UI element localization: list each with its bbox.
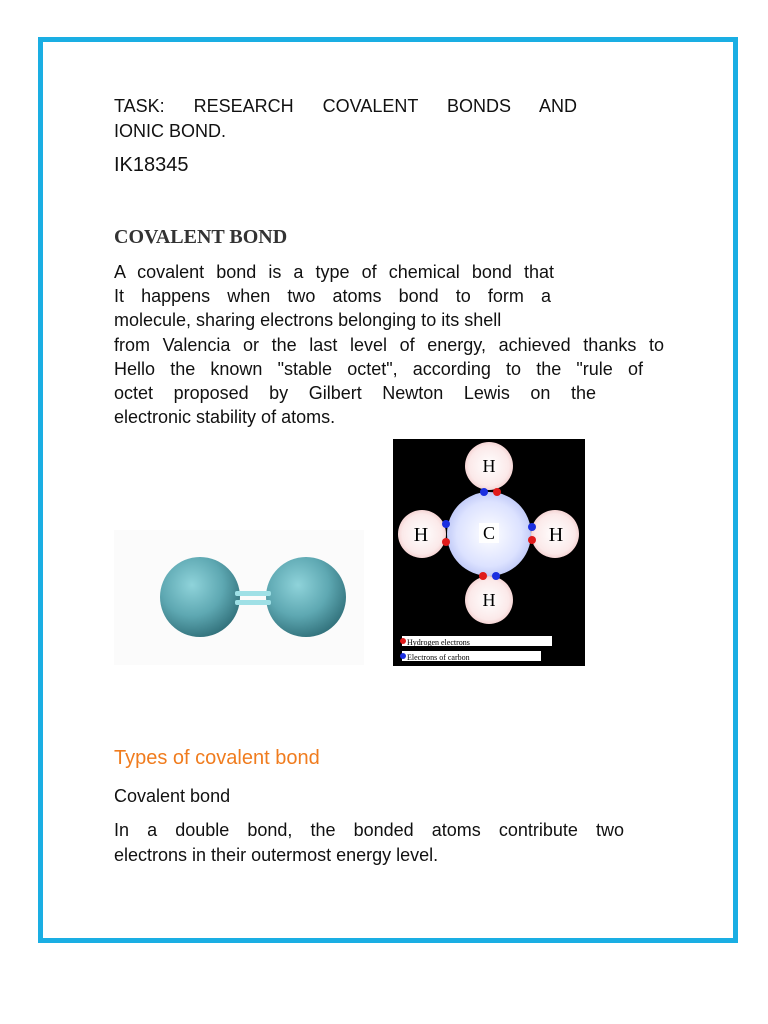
hydrogen-label-left: H — [413, 524, 429, 546]
carbon-electron — [480, 488, 488, 496]
carbon-electron — [442, 520, 450, 528]
hydrogen-label-top: H — [482, 456, 496, 476]
paragraph-line: molecule, sharing electrons belonging to its shell — [114, 310, 502, 331]
paragraph-line: In a double bond, the bonded atoms contribute two — [114, 820, 624, 840]
hydrogen-label-right: H — [548, 524, 564, 546]
paragraph-line: It happens when two atoms bond to form a — [114, 286, 551, 307]
carbon-electron — [528, 523, 536, 531]
task-title-line1: TASK: RESEARCH COVALENT BONDS AND — [114, 96, 577, 116]
hydrogen-label-bottom: H — [482, 590, 496, 610]
hydrogen-electron — [442, 538, 450, 546]
task-title — [114, 94, 577, 144]
atom-sphere-right — [266, 557, 346, 637]
hydrogen-electron — [493, 488, 501, 496]
paragraph-line: A covalent bond is a type of chemical bond that — [114, 262, 554, 282]
legend-carbon-label: Electrons of carbon — [407, 653, 470, 662]
legend-hydrogen-label: Hydrogen electrons — [407, 638, 470, 647]
bond-line-upper — [235, 591, 271, 596]
student-code: IK18345 — [114, 154, 189, 176]
paragraph-line: electronic stability of atoms. — [114, 407, 336, 428]
carbon-label: C — [482, 523, 496, 543]
paragraph-line: from Valencia or the last level of energy, achieved thanks to — [114, 334, 664, 355]
section-heading-types: Types of covalent bond — [114, 747, 320, 769]
paragraph-line: Hello the known "stable octet", according to the "rule of — [114, 358, 643, 379]
legend-carbon-dot — [400, 653, 406, 659]
hydrogen-electron — [479, 572, 487, 580]
subheading-covalent-bond: Covalent bond — [114, 786, 231, 806]
task-title-line2: IONIC BOND. — [114, 121, 227, 141]
methane-electron-diagram — [393, 439, 585, 666]
diatomic-molecule-image — [114, 530, 364, 665]
paragraph-line: octet proposed by Gilbert Newton Lewis on the — [114, 383, 596, 404]
double-bond-paragraph — [114, 818, 624, 868]
section-heading-covalent-bond: COVALENT BOND — [114, 226, 288, 248]
covalent-bond-paragraph — [114, 260, 664, 429]
bond-line-lower — [235, 600, 271, 605]
legend-hydrogen-dot — [400, 638, 406, 644]
hydrogen-electron — [528, 536, 536, 544]
atom-sphere-left — [160, 557, 240, 637]
carbon-electron — [492, 572, 500, 580]
paragraph-line: electrons in their outermost energy level. — [114, 845, 439, 865]
